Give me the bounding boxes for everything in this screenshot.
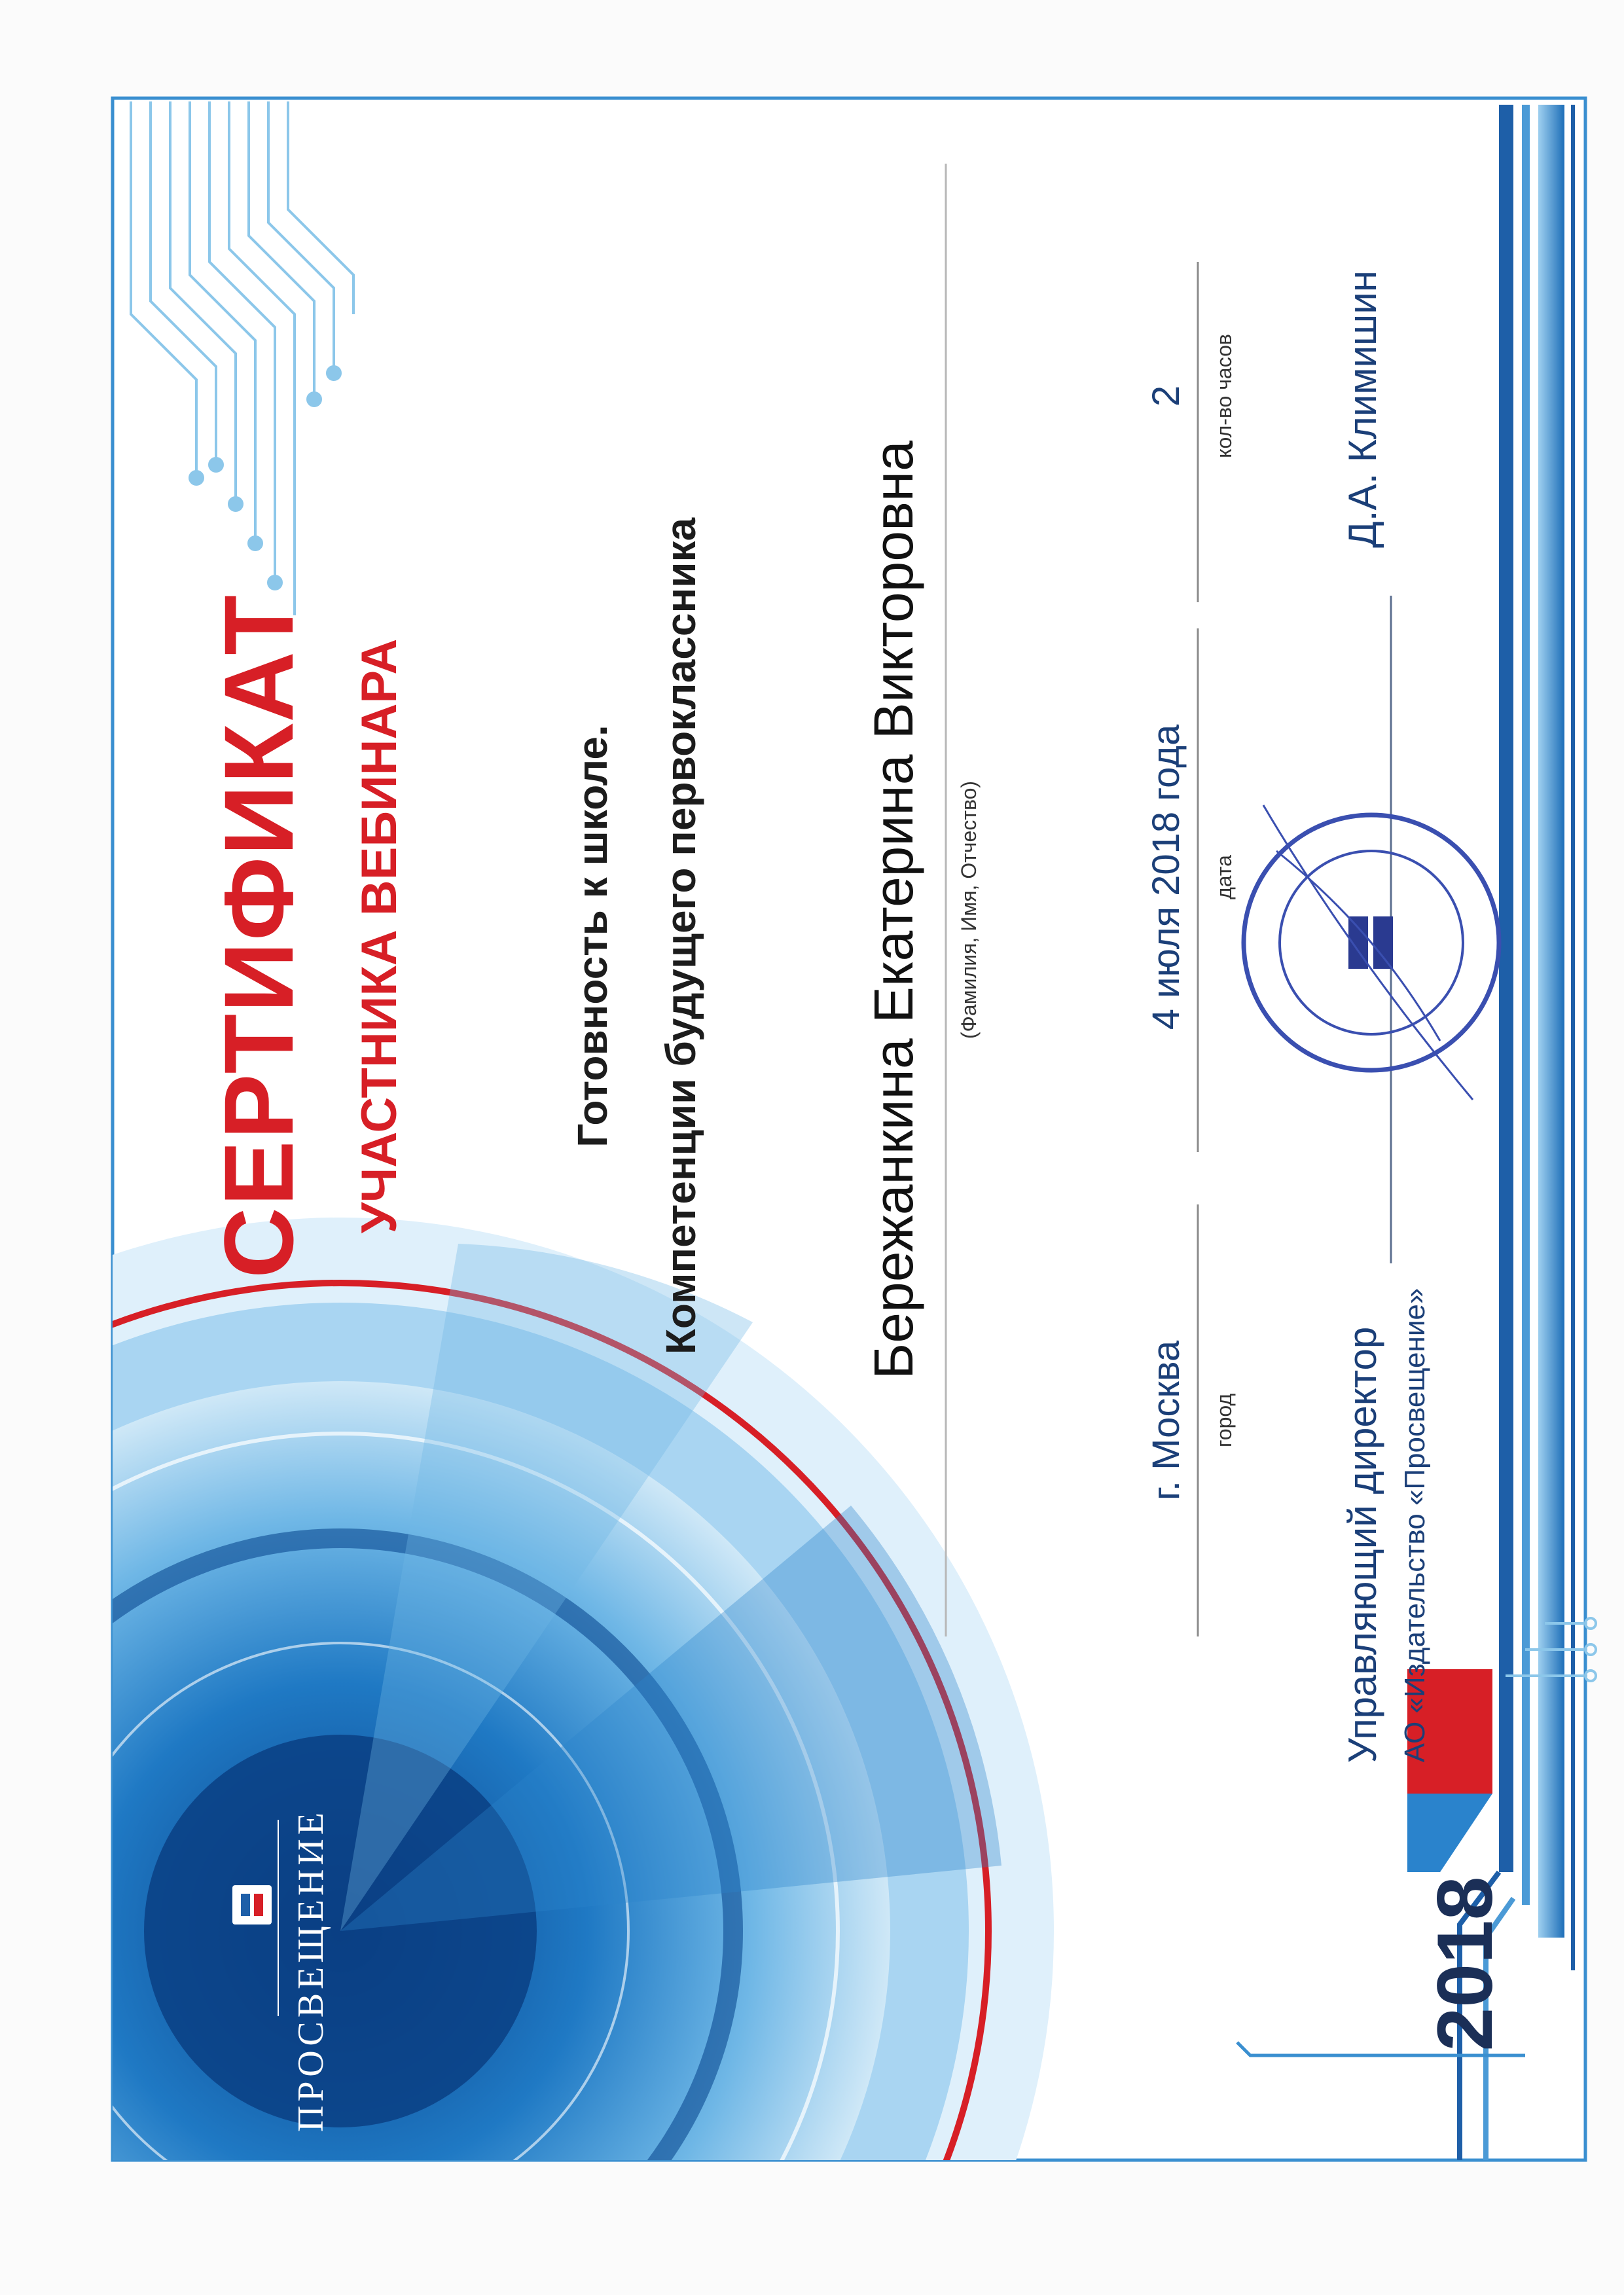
date-caption: дата [1212,855,1236,899]
participant-name: Бережанкина Екатерина Викторовна [863,441,924,1379]
city-value: г. Москва [1145,1340,1187,1501]
signatory-position: Управляющий директор [1341,1326,1384,1763]
signatory-name: Д.А. Климишин [1341,270,1384,548]
city-caption: город [1212,1393,1236,1448]
certificate-title: СЕРТИФИКАТ [204,594,314,1278]
publisher-logo-text: ПРОСВЕЩЕНИЕ [291,1808,331,2133]
hours-caption: кол-во часов [1212,334,1236,458]
webinar-topic-line1: Готовность к школе. [569,725,616,1148]
hours-value: 2 [1145,385,1187,407]
year-badge: 2018 [1421,1876,1509,2051]
signatory-organization: АО «Издательство «Просвещение» [1399,1288,1431,1763]
webinar-topic-line2: Компетенции будущего первоклассника [657,517,704,1355]
date-value: 4 июля 2018 года [1145,724,1187,1030]
certificate-subtitle: УЧАСТНИКА ВЕБИНАРА [352,638,407,1234]
participant-name-caption: (Фамилия, Имя, Отчество) [957,780,981,1039]
